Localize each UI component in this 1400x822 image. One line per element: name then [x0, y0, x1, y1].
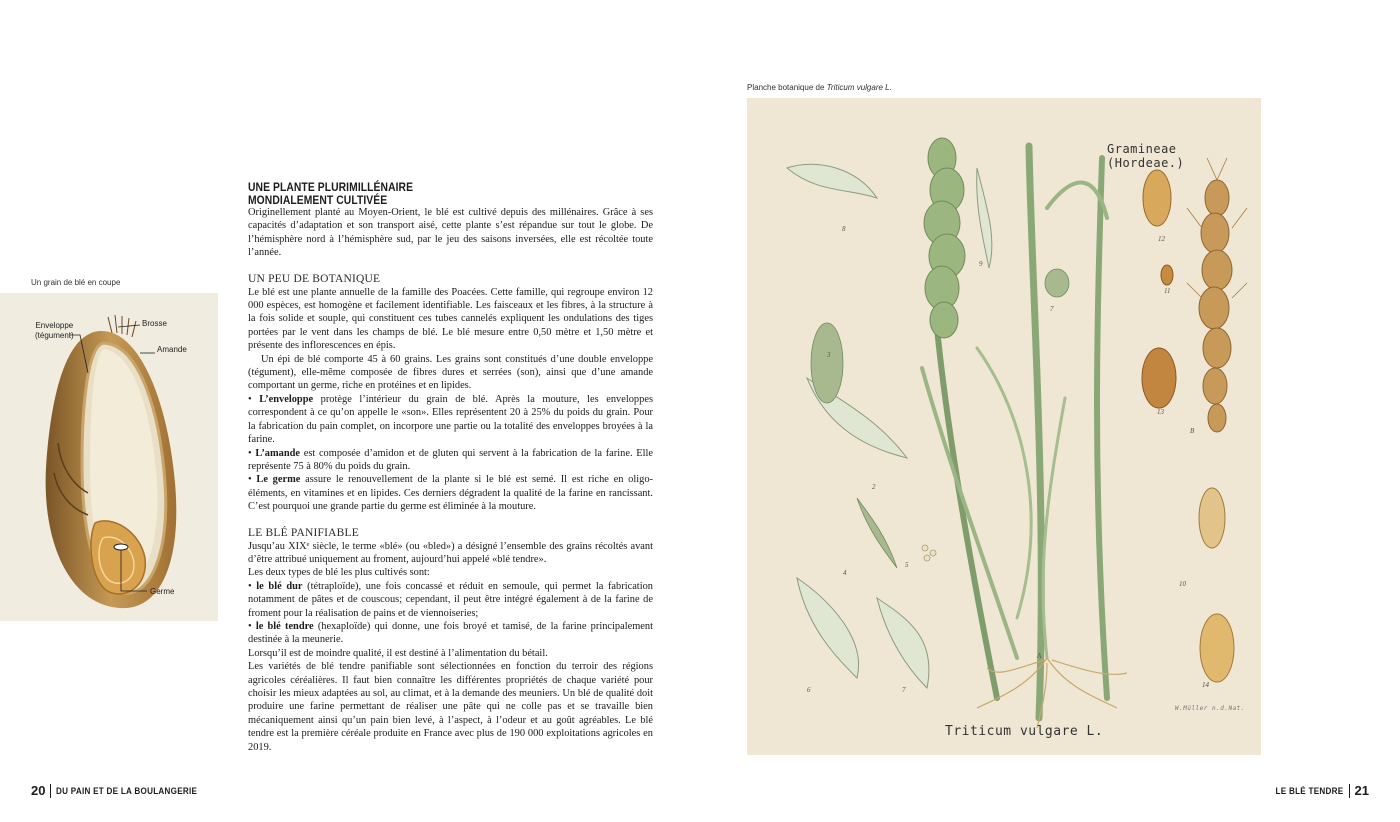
label-brush: Brosse: [142, 319, 167, 328]
right-running-title: LE BLÉ TENDRE: [1275, 785, 1344, 796]
right-page-number: 21: [1354, 783, 1369, 798]
bullet-durum-wheat: • le blé dur (tétraploïde), une fois concassé et réduit en semoule, qui permet la fabrication notamment de pâtes et de couscous; cependant, il peut être intégré également à de la farine de froment pour la réalisation de pains et de viennoiseries;: [248, 580, 653, 619]
plate-figure-number: A: [1037, 652, 1042, 660]
grain-cross-section-figure: [0, 293, 218, 621]
left-running-title: DU PAIN ET DE LA BOULANGERIE: [56, 785, 198, 796]
bread-wheat-paragraph-3: Lorsqu’il est de moindre qualité, il est destiné à l’alimentation du bétail.: [248, 647, 548, 659]
label-germ: Germe: [150, 587, 175, 596]
botanical-plate: [747, 98, 1261, 755]
right-footer: [1268, 783, 1369, 798]
plate-figure-number: 2: [872, 483, 876, 491]
plate-figure-number: 6: [807, 686, 811, 694]
plate-figure-number: 14: [1202, 681, 1209, 689]
section-title: [248, 180, 652, 206]
label-envelope: Enveloppe (tégument): [35, 321, 74, 340]
footer-divider: [1349, 784, 1350, 798]
left-page-number: 20: [31, 783, 46, 798]
plate-figure-number: 7: [902, 686, 906, 694]
plate-figure-number: 7: [1050, 305, 1054, 313]
article-text-column: [248, 180, 653, 754]
plate-figure-number: 5: [905, 561, 909, 569]
plate-species-label: Triticum vulgare L.: [945, 724, 1104, 739]
plate-figure-number: 8: [842, 225, 846, 233]
bullet-almond: • L’amande est composée d’amidon et de gluten qui servent à la fabrication de la farine. Elle représente 75 à 80% du poids du grain.: [248, 447, 653, 472]
plate-figure-number: B: [1190, 427, 1195, 435]
grain-illustration: [0, 293, 218, 621]
bread-wheat-heading: LE BLÉ PANIFIABLE: [248, 526, 359, 539]
plate-figure-number: 9: [979, 260, 983, 268]
section-title-line-2: MONDIALEMENT CULTIVÉE: [248, 192, 388, 207]
botany-paragraph-2: Un épi de blé comporte 45 à 60 grains. Les grains sont constitués d’une double enveloppe (tégument), elle-même composée de fibres dures et serrées (son), ainsi que d’une amande comportant un germe, riche en protéines et en lipides.: [248, 353, 653, 392]
bread-wheat-paragraph-2: Les deux types de blé les plus cultivés sont:: [248, 567, 430, 579]
plate-family-label: Gramineae (Hordeae.): [1107, 142, 1185, 170]
bread-wheat-paragraph-4: Les variétés de blé tendre panifiable sont sélectionnées en fonction du terroir des régions agricoles céréalières. Il faut bien connaître les différentes propriétés de chaque variété pour choisir les mieux adaptées au sol, au climat, et à la demande des meuniers. Un blé de qualité doit produire une farine permettant de réaliser une pâte qui ne colle pas et se travaille bien mécaniquement ainsi qu’un pain bien levé, à l’aspect, à l’odeur et au goût agréables. Le blé tendre est la première céréale produite en France avec plus de 190 000 exploitations agricoles en 2019.: [248, 661, 653, 753]
botany-paragraph-1: Le blé est une plante annuelle de la famille des Poacées. Cette famille, qui regroupe environ 12 000 espèces, est homogène et facilement identifiable. Les faisceaux et les fibres, à la structure à la fois solide et souple, qui constituent ces tubes cannelés expliquent les ondulations des tiges portées par le vent dans les champs de blé. Le blé mesure entre 0,50 mètre et 1,50 mètre et présente des inflorescences en épis.: [248, 286, 653, 352]
plate-figure-number: 12: [1158, 235, 1165, 243]
plate-caption: Planche botanique de Triticum vulgare L.: [747, 83, 892, 92]
label-almond: Amande: [157, 345, 187, 354]
plate-figure-number: 10: [1179, 580, 1186, 588]
section-title-line-1: UNE PLANTE PLURIMILLÉNAIRE: [248, 180, 414, 194]
grain-caption: Un grain de blé en coupe: [31, 278, 121, 287]
plate-signature: W.Müller n.d.Nat.: [1175, 705, 1245, 712]
footer-divider: [50, 784, 51, 798]
plate-figure-number: 13: [1157, 408, 1164, 416]
bullet-envelope: • L’enveloppe protège l’intérieur du grain de blé. Après la mouture, les enveloppes correspondent à ce qu’on appelle le «son». Elles représentent 20 à 25% du poids du grain. Pour la fabrication du pain complet, on incorpore une partie ou la totalité des enveloppes broyées à la farine.: [248, 393, 653, 446]
left-footer: [31, 783, 213, 798]
bread-wheat-paragraph-1: Jusqu’au XIXᵉ siècle, le terme «blé» (ou «bled») a désigné l’ensemble des grains récoltés avant d’être attribué uniquement au froment, aujourd’hui appelé «blé tendre».: [248, 540, 653, 565]
plate-figure-number: 4: [843, 569, 847, 577]
plate-figure-number: 3: [827, 351, 831, 359]
botanical-plate-illustration: [747, 98, 1261, 755]
bullet-germ: • Le germe assure le renouvellement de la plante si le blé est semé. Il est riche en oligo-éléments, en vitamines et en lipides. Ces derniers dégradent la qualité de la farine en rancissant. C’est pourquoi une grande partie du germe est éliminée à la mouture.: [248, 474, 653, 513]
botany-heading: UN PEU DE BOTANIQUE: [248, 272, 381, 285]
intro-paragraph: Originellement planté au Moyen-Orient, le blé est cultivé depuis des millénaires. Grâce à ses capacités d’adaptation et son transport aisé, cette plante s’est répandue sur tout le globe. De l’hémisphère nord à l’hémisphère sud, par le jeu des saisons inversées, elle est récoltée toute l’année.: [248, 207, 653, 259]
plate-figure-number: 11: [1164, 287, 1171, 295]
bullet-soft-wheat: • le blé tendre (hexaploïde) qui donne, une fois broyé et tamisé, de la farine principalement destinée à la meunerie.: [248, 620, 653, 646]
